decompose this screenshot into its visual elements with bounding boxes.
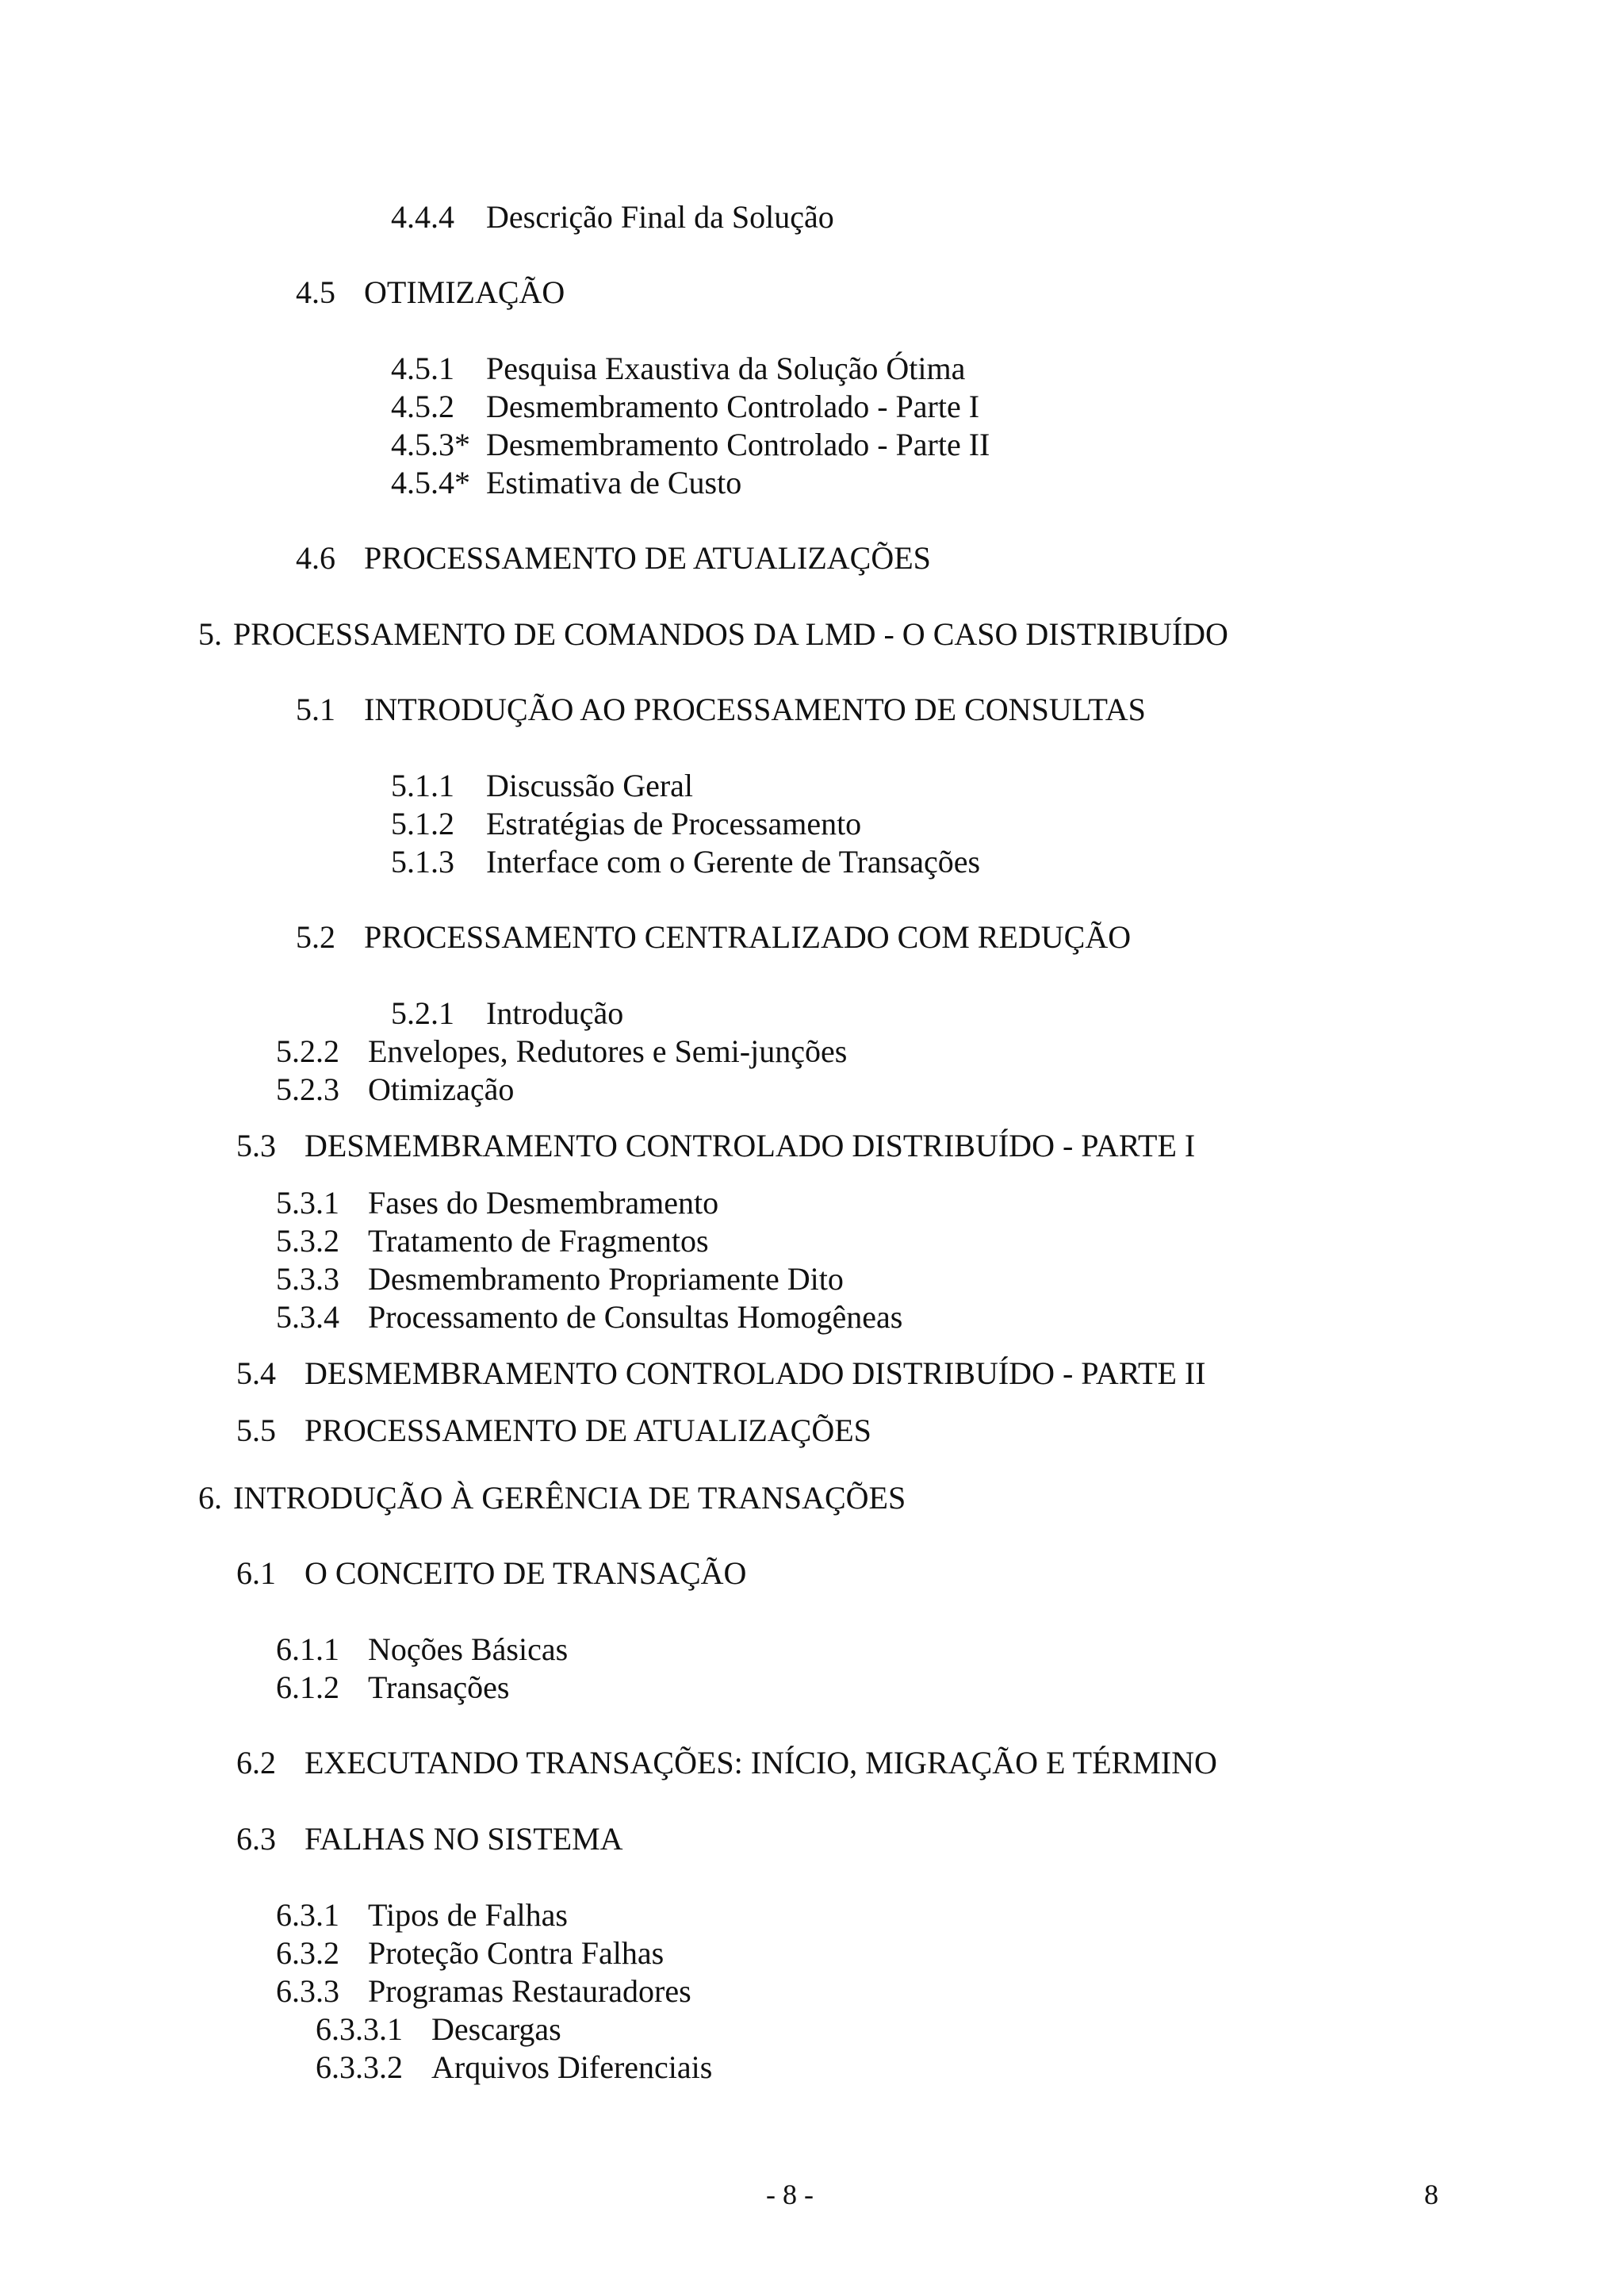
toc-line	[276, 1260, 844, 1298]
toc-number: 6.1	[236, 1555, 276, 1591]
toc-title: Desmembramento Controlado - Parte I	[486, 389, 980, 424]
toc-line	[391, 995, 623, 1033]
toc-title: Desmembramento Controlado - Parte II	[486, 427, 990, 462]
toc-line	[276, 1071, 514, 1109]
toc-number: 4.5.2	[391, 389, 454, 424]
toc-title: Estimativa de Custo	[486, 465, 742, 500]
toc-number: 5.3.2	[276, 1223, 339, 1259]
toc-number: 6.3.3.2	[316, 2049, 403, 2085]
toc-chapter-line	[198, 615, 1228, 654]
toc-line	[391, 350, 965, 388]
toc-number: 5.1.1	[391, 768, 454, 803]
toc-line	[236, 1355, 1206, 1393]
toc-number: 5.2	[296, 919, 335, 955]
toc-number: 5.1	[296, 692, 335, 727]
toc-title: Processamento de Consultas Homogêneas	[368, 1299, 903, 1335]
toc-number: 6.3.2	[276, 1935, 339, 1971]
toc-line	[276, 1222, 709, 1260]
toc-title: Proteção Contra Falhas	[368, 1935, 665, 1971]
toc-number: 6.3.3.1	[316, 2011, 403, 2047]
toc-title: Programas Restauradores	[368, 1973, 691, 2009]
toc-title: Discussão Geral	[486, 768, 694, 803]
toc-title: PROCESSAMENTO CENTRALIZADO COM REDUÇÃO	[364, 919, 1132, 955]
toc-number: 5.4	[236, 1355, 276, 1391]
toc-title: Fases do Desmembramento	[368, 1185, 719, 1221]
toc-number: 5.3	[236, 1128, 276, 1163]
toc-number: 4.4.4	[391, 199, 454, 235]
toc-title: INTRODUÇÃO AO PROCESSAMENTO DE CONSULTAS	[364, 692, 1146, 727]
toc-title: PROCESSAMENTO DE ATUALIZAÇÕES	[364, 540, 931, 576]
toc-number: 5.1.3	[391, 844, 454, 880]
page-number: 8	[1424, 2179, 1438, 2210]
toc-line	[276, 1934, 664, 1972]
toc-line	[276, 1669, 510, 1707]
toc-title: Noções Básicas	[368, 1631, 569, 1667]
toc-line	[236, 1127, 1195, 1165]
toc-line	[276, 1033, 847, 1071]
toc-number: 6.	[198, 1480, 222, 1516]
toc-title: DESMEMBRAMENTO CONTROLADO DISTRIBUÍDO - PARTE II	[304, 1355, 1206, 1391]
toc-line	[316, 2049, 712, 2087]
toc-title: Transações	[368, 1669, 510, 1705]
toc-line	[276, 1184, 718, 1222]
toc-number: 5.5	[236, 1412, 276, 1448]
toc-line	[316, 2010, 561, 2049]
toc-title: Pesquisa Exaustiva da Solução Ótima	[486, 351, 966, 386]
toc-number: 6.3.3	[276, 1973, 339, 2009]
toc-title: PROCESSAMENTO DE COMANDOS DA LMD - O CASO DISTRIBUÍDO	[233, 616, 1228, 652]
toc-title: Estratégias de Processamento	[486, 806, 862, 841]
toc-number: 4.5.1	[391, 351, 454, 386]
toc-line	[391, 464, 741, 502]
toc-title: PROCESSAMENTO DE ATUALIZAÇÕES	[304, 1412, 871, 1448]
toc-number: 5.3.3	[276, 1261, 339, 1297]
toc-title: EXECUTANDO TRANSAÇÕES: INÍCIO, MIGRAÇÃO E TÉRMINO	[304, 1745, 1217, 1780]
toc-line	[296, 918, 1131, 956]
toc-line	[391, 843, 980, 881]
toc-number: 5.3.4	[276, 1299, 339, 1335]
toc-line	[296, 274, 565, 312]
toc-line	[276, 1298, 902, 1336]
toc-line	[276, 1896, 568, 1934]
toc-line	[236, 1554, 746, 1593]
toc-chapter-line	[198, 1479, 906, 1517]
toc-title: Descargas	[431, 2011, 561, 2047]
toc-number: 6.3.1	[276, 1897, 339, 1933]
toc-title: OTIMIZAÇÃO	[364, 274, 565, 310]
toc-number: 5.2.1	[391, 995, 454, 1031]
toc-number: 4.6	[296, 540, 335, 576]
toc-number: 5.2.2	[276, 1033, 339, 1069]
toc-title: Envelopes, Redutores e Semi-junções	[368, 1033, 848, 1069]
toc-title: Introdução	[486, 995, 624, 1031]
toc-line	[391, 767, 693, 805]
toc-line	[391, 198, 834, 236]
toc-title: FALHAS NO SISTEMA	[304, 1821, 623, 1857]
toc-number: 4.5	[296, 274, 335, 310]
toc-title: Desmembramento Propriamente Dito	[368, 1261, 844, 1297]
toc-title: Tratamento de Fragmentos	[368, 1223, 709, 1259]
toc-line	[296, 539, 931, 577]
toc-title: Descrição Final da Solução	[486, 199, 834, 235]
toc-number: 6.1.1	[276, 1631, 339, 1667]
toc-title: Arquivos Diferenciais	[431, 2049, 713, 2085]
toc-title: DESMEMBRAMENTO CONTROLADO DISTRIBUÍDO - PARTE I	[304, 1128, 1196, 1163]
toc-number: 5.3.1	[276, 1185, 339, 1221]
toc-line	[276, 1972, 691, 2010]
page-label: - 8 -	[766, 2179, 814, 2210]
toc-line	[276, 1631, 568, 1669]
toc-number: 5.2.3	[276, 1071, 339, 1107]
toc-title: O CONCEITO DE TRANSAÇÃO	[304, 1555, 747, 1591]
toc-number: 4.5.3*	[391, 427, 470, 462]
toc-number: 5.	[198, 616, 222, 652]
toc-line	[236, 1820, 623, 1858]
toc-number: 6.1.2	[276, 1669, 339, 1705]
toc-line	[236, 1744, 1217, 1782]
toc-title: Otimização	[368, 1071, 515, 1107]
toc-title: Tipos de Falhas	[368, 1897, 568, 1933]
toc-title: Interface com o Gerente de Transações	[486, 844, 981, 880]
toc-line	[236, 1412, 871, 1450]
toc-line	[296, 691, 1146, 729]
toc-number: 4.5.4*	[391, 465, 470, 500]
toc-line	[391, 805, 861, 843]
toc-line	[391, 388, 979, 426]
toc-title: INTRODUÇÃO À GERÊNCIA DE TRANSAÇÕES	[233, 1480, 906, 1516]
toc-number: 6.2	[236, 1745, 276, 1780]
toc-number: 5.1.2	[391, 806, 454, 841]
toc-line	[391, 426, 990, 464]
toc-number: 6.3	[236, 1821, 276, 1857]
